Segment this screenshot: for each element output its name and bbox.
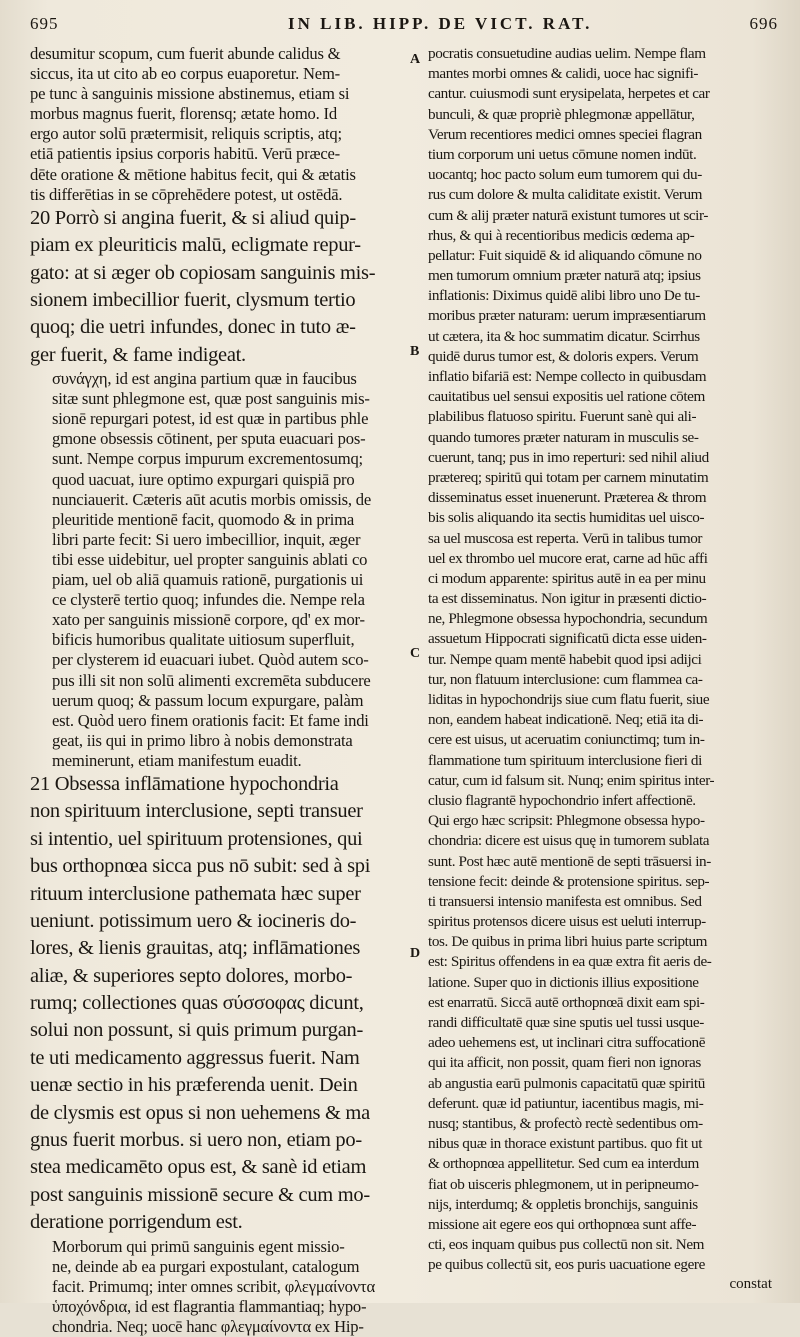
section-21-line: gnus fuerit morbus. si uero non, etiam po- — [30, 1129, 362, 1152]
commentary-line: assuetum Hippocrati significatū dicta esse uiden- — [428, 630, 707, 648]
commentary-line: Morborum qui primū sanguinis egent missio- — [52, 1236, 345, 1256]
commentary-line: plabilibus flatuoso spiritu. Fuerunt sanè qui ali- — [428, 408, 697, 426]
page-number-right: 696 — [749, 14, 778, 33]
commentary-line: tibi esse uidebitur, uel propter sanguinis ablati co — [52, 549, 368, 569]
commentary-line: randi difficultatē quæ sine sputis uel tussi usque- — [428, 1014, 704, 1031]
commentary-line: est: Spiritus offendens in ea quæ extra fit aeris de- — [428, 953, 712, 971]
commentary-line: inflatio bifariā est: Nempe collecto in quibusdam — [428, 368, 707, 385]
commentary-line: uel ex thrombo uel mucore erat, carne ad hūc affi — [428, 549, 708, 567]
section-21-line: 21 Obsessa inflāmatione hypochondria — [30, 772, 339, 795]
commentary-line: ce clysterē tertio quoq; infundes die. Nempe rela — [52, 590, 365, 610]
commentary-line: pellatur: Fuit siquidē & id aliquando cōmune no — [428, 246, 702, 264]
commentary-line: rhus, & qui à recentioribus medicis œdema ap- — [428, 226, 695, 244]
commentary-line: non, eandem habeat indicationē. Neq; etiā ita di- — [428, 711, 704, 729]
commentary-line: sunt. Nempe corpus impurum excrementosumq; — [52, 449, 363, 469]
section-21-line: si intentio, uel spirituum protensiones, qui — [30, 827, 363, 850]
commentary-line: nijs, interdumq; & oppletis bronchijs, sanguinis — [428, 1195, 698, 1213]
commentary-line: sitæ sunt phlegmone est, quæ post sanguinis mis- — [52, 389, 370, 409]
commentary-line: meminerunt, etiam manifestum euadit. — [52, 750, 302, 770]
commentary-line: tis differētias in se cōprehēdere potest, ut ostēdā. — [30, 184, 343, 204]
commentary-line: ti transuersi intensio manifesta est omnibus. Sed — [428, 892, 702, 910]
commentary-line: tium corporum uni uetus cōmune nomen indūt. — [428, 145, 697, 163]
commentary-line: uocantq; hoc pacto solum eum tumorem qui du- — [428, 166, 702, 184]
section-21-line: uenæ sectio in his præferenda uenit. Dein — [30, 1074, 358, 1097]
commentary-line: geat, iis qui in primo libro à nobis demonstrata — [52, 730, 353, 750]
commentary-line: ci modum apparente: spiritus autē in ea per minu — [428, 569, 706, 587]
commentary-line: flammatione tum spirituum interclusione fieri di — [428, 751, 702, 769]
running-title: IN LIB. HIPP. DE VICT. RAT. — [288, 14, 593, 33]
commentary-line: rus cum dolore & multa caliditate existit. Verum — [428, 186, 703, 204]
section-21-line: deratione porrigendum est. — [30, 1211, 243, 1234]
commentary-line: men tumorum omnium præter naturā atq; ipsius — [428, 267, 701, 285]
commentary-line: pe quibus collectū sit, eos puris uacuatione egere — [428, 1256, 705, 1274]
section-21-line: post sanguinis missionē secure & cum mo- — [30, 1183, 370, 1206]
commentary-line: ὑποχόνδρια, id est flagrantia flammantiaq; hypo- — [52, 1296, 367, 1316]
commentary-line: gmone obsessis cōtinent, per sputa euacuari pos- — [52, 429, 366, 449]
commentary-line: morbus magnus fuerit, florensq; ætate homo. Id — [30, 104, 337, 124]
commentary-line: inflationis: Diximus quidē alibi libro uno De tu- — [428, 287, 700, 305]
section-20-line: quoq; die uetri infundes, donec in tuto æ- — [30, 316, 356, 339]
commentary-line: bificis humoribus qualitate uitiosum superfluit, — [52, 630, 355, 650]
commentary-line: ta est disseminatus. Non igitur in præsenti dictio- — [428, 590, 707, 608]
commentary-line: nusq; stantibus, & profectò rectè sedentibus om- — [428, 1114, 703, 1132]
section-21-line: ueniunt. potissimum uero & iocineris do- — [30, 909, 357, 932]
commentary-line: tur, non flatuum interclusione: cum flammea ca- — [428, 670, 703, 688]
catchword: constat — [729, 1276, 772, 1292]
commentary-line: cum & alij præter naturā existunt tumores ut scir- — [428, 206, 708, 224]
commentary-line: tensione fecit: deinde & protensione spiritus. sep- — [428, 872, 710, 890]
commentary-line: συνάγχη, id est angina partium quæ in faucibus — [52, 369, 357, 389]
commentary-line: cere est uisus, ut aceruatim coniunctimq; tum in- — [428, 731, 705, 749]
section-21-line: lores, & lienis grauitas, atq; inflāmationes — [30, 937, 361, 960]
commentary-line: Qui ergo hæc scripsit: Phlegmone obsessa hypo- — [428, 812, 705, 830]
section-20-line: 20 Porrò si angina fuerit, & si aliud quip- — [30, 206, 356, 229]
commentary-line: ergo autor solū prætermisit, reliquis scriptis, atq; — [30, 124, 342, 144]
commentary-line: nunciauerit. Cæteris aūt acutis morbis omissis, de — [52, 489, 372, 509]
commentary-line: facit. Primumq; inter omnes scribit, φλεγμαίνοντα — [52, 1276, 375, 1296]
margin-letter-b: B — [410, 344, 420, 359]
commentary-line: ne, Phlegmone obsessa hypochondria, secundum — [428, 610, 708, 628]
section-21-line: rituum interclusione pathemata hæc super — [30, 882, 361, 905]
commentary-line: pe tunc à sanguinis missione abstinemus, etiam si — [30, 84, 350, 104]
section-21-line: solui non possunt, si quis primum purgan- — [30, 1019, 363, 1042]
commentary-line: quidē durus tumor est, & doloris expers. Verum — [428, 347, 699, 365]
commentary-line: latione. Super quo in dictionis illius expositione — [428, 973, 699, 991]
commentary-line: dēte oratione & mētione habitus fecit, qui & ætatis — [30, 164, 356, 184]
section-20-line: gato: at si æger ob copiosam sanguinis mis- — [30, 261, 376, 284]
commentary-line: sionē repurgari potest, id est quæ in partibus phle — [52, 409, 369, 429]
commentary-line: libri parte fecit: Si uero imbecillior, inquit, æger — [52, 529, 361, 549]
commentary-line: xato per sanguinis missionē corpore, qd' ex mor- — [52, 610, 365, 630]
commentary-line: & orthopnœa appellitetur. Sed cum ea interdum — [428, 1155, 699, 1173]
commentary-line: tos. De quibus in prima libri huius parte scriptum — [428, 933, 708, 951]
section-21-line: aliæ, & superiores septo dolores, morbo- — [30, 964, 353, 987]
commentary-line: bis solis aliquando ita sectis humiditas uel uisco- — [428, 509, 705, 527]
section-21-line: non spirituum interclusione, septi transuer — [30, 800, 363, 823]
commentary-line: cantur. cuiusmodi sunt erysipelata, herpetes et car — [428, 85, 710, 103]
commentary-line: clusio flagrantē hypochondrio infert affectionē. — [428, 791, 696, 809]
commentary-line: deferunt. quæ id patiuntur, iacentibus magis, mi- — [428, 1094, 704, 1112]
commentary-line: moribus præter naturam: uerum impræsentiarum — [428, 307, 706, 325]
left-column — [30, 44, 410, 1336]
commentary-line: nibus quæ in thorace existunt partibus. quo fit ut — [428, 1135, 703, 1153]
section-20-line: sionem imbecillior fuerit, clysmum tertio — [30, 288, 356, 311]
commentary-line: desumitur scopum, cum fuerit abunde calidus & — [30, 44, 341, 63]
commentary-line: est enarratū. Siccā autē orthopnœā dixit eam spi- — [428, 993, 705, 1011]
commentary-line: fiat ob uisceris phlegmonem, ut in peripneumo- — [428, 1175, 699, 1193]
commentary-line: bunculi, & quæ propriè phlegmonæ appellātur, — [428, 105, 695, 123]
commentary-line: disseminatus esset inuenerunt. Præterea & throm — [428, 489, 707, 507]
commentary-line: mantes morbi omnes & calidi, uoce hac signifi- — [428, 65, 699, 83]
commentary-line: catur, cum id falsum sit. Nunq; enim spiritus inter- — [428, 771, 715, 789]
section-21-line: bus orthopnœa sicca pus nō subit: sed à spi — [30, 855, 371, 878]
section-21-line: rumq; collectiones quas σύσσοφας dicunt, — [30, 992, 364, 1015]
commentary-line: per clysterem id euacuari iubet. Quòd autem sco- — [52, 650, 369, 670]
commentary-line: liditas in hypochondrijs siue cum flatu fuerit, siue — [428, 691, 710, 708]
commentary-line: prætereq; spiritū qui totam per carnem minutatim — [428, 468, 709, 486]
margin-letter-c: C — [410, 646, 421, 661]
commentary-line: piam, uel ob aliā quamuis rationē, purgationis ui — [52, 570, 364, 590]
commentary-line: ne, deinde ab ea purgari expostulant, catalogum — [52, 1256, 360, 1276]
right-column — [428, 44, 778, 1289]
commentary-line: cauitatibus uel sensui expositis uel ratione cōtem — [428, 388, 705, 406]
margin-letter-a: A — [410, 52, 421, 67]
commentary-line: ab angustia earū pulmonis capacitatū quæ spiritū — [428, 1074, 705, 1092]
commentary-line: spiritus protensos dicere uisus est ueluti interrup- — [428, 913, 706, 931]
commentary-line: chondria: dicere est uisus quę in tumorem sublata — [428, 832, 710, 850]
commentary-line: pocratis consuetudine audias uelim. Nempe flam — [428, 45, 706, 62]
commentary-line: quando tumores præter naturam in musculis se- — [428, 428, 699, 446]
commentary-line: adeo uehemens est, ut inclinari citra suffocationē — [428, 1034, 706, 1052]
section-20-line: ger fuerit, & fame indigeat. — [30, 343, 246, 366]
commentary-line: missione ait egere eos qui orthopnœa sunt affe- — [428, 1215, 697, 1233]
commentary-line: sa uel muscosa est reperta. Verū in talibus tumor — [428, 529, 703, 547]
commentary-line: siccus, ita ut cito ab eo corpus euaporetur. Nem- — [30, 64, 340, 84]
commentary-line: tur. Nempe quam mentē habebit quod ipsi adijci — [428, 650, 702, 668]
section-21-line: stea medicamēto opus est, & sanè id etiam — [30, 1156, 367, 1179]
commentary-line: quod uacuat, iure optimo expurgari quispiā pro — [52, 469, 355, 489]
commentary-line: pleuritide mentionē facit, quomodo & in prima — [52, 509, 355, 529]
section-21-line: de clysmis est opus si non uehemens & ma — [30, 1101, 370, 1124]
commentary-line: Verum recentiores medici omnes speciei flagran — [428, 125, 702, 143]
page-header — [30, 14, 778, 40]
commentary-line: cti, eos inquam quibus pus collectū non sit. Nem — [428, 1236, 705, 1254]
section-21-line: te uti medicamento aggressus fuerit. Nam — [30, 1046, 360, 1069]
commentary-line: chondria. Neq; uocē hanc φλεγμαίνοντα ex Hip- — [52, 1316, 364, 1336]
commentary-line: ut cætera, ita & hoc summatim dicatur. Scirrhus — [428, 327, 700, 345]
commentary-line: pus illi sit non solū alimenti excremēta subducere — [52, 670, 371, 690]
commentary-line: uerum quoq; & passum locum expurgare, palàm — [52, 690, 364, 710]
commentary-line: est. Quòd uero finem orationis facit: Et fame indi — [52, 710, 369, 730]
page-number-left: 695 — [30, 14, 59, 33]
commentary-line: qui ita afficit, non possit, quam fieri non ignoras — [428, 1054, 701, 1072]
margin-letter-d: D — [410, 946, 421, 961]
commentary-line: sunt. Post hæc autē mentionē de septi trāsuersi in- — [428, 852, 711, 870]
section-20-line: piam ex pleuriticis malū, ecligmate repur- — [30, 234, 361, 257]
commentary-line: etiā patientis ipsius corporis habitū. Verū præce- — [30, 144, 340, 164]
commentary-line: cuerunt, tanq; pus in imo reperturi: sed nihil aliud — [428, 448, 709, 466]
